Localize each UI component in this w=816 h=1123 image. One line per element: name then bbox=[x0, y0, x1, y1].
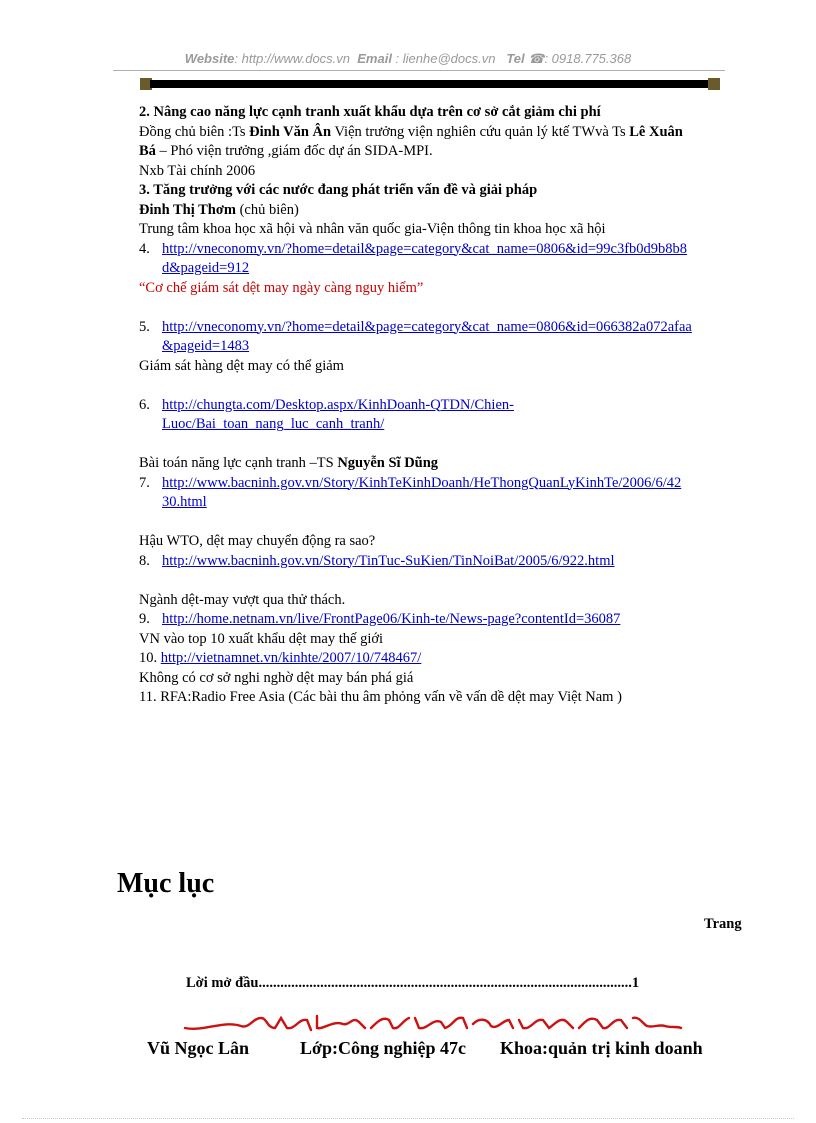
spacer bbox=[139, 298, 751, 318]
spacer bbox=[139, 513, 751, 533]
ref-6-link-cont[interactable]: Luoc/Bai_toan_nang_luc_canh_tranh/ bbox=[162, 416, 385, 432]
ref-5-title: Giám sát hàng dệt may có thể giảm bbox=[139, 357, 344, 374]
ref-5-cont bbox=[139, 337, 751, 357]
ref-6-link[interactable]: http://chungta.com/Desktop.aspx/KinhDoanh-QTDN/Chien- bbox=[162, 396, 514, 413]
bar-cap-right bbox=[708, 78, 720, 90]
ref-7-cont bbox=[139, 493, 751, 513]
ref-3-title: 3. Tăng trưởng với các nước đang phát triển vấn đề và giải pháp bbox=[139, 182, 538, 198]
ref-10-title: Không có cơ sở nghi nghờ dệt may bán phá giá bbox=[139, 669, 414, 686]
email-label: Email bbox=[357, 51, 392, 66]
page-header bbox=[0, 51, 816, 67]
ref-7-number: 7. bbox=[139, 474, 150, 491]
reference-list bbox=[139, 103, 751, 708]
ref-10 bbox=[139, 649, 751, 669]
ref-2-title: 2. Nâng cao năng lực cạnh tranh xuất khẩu dựa trên cơ sở cắt giảm chi phí bbox=[139, 104, 601, 120]
spacer bbox=[139, 376, 751, 396]
ref-5 bbox=[139, 318, 751, 338]
tel-label: Tel bbox=[506, 51, 525, 66]
ref-9-number: 9. bbox=[139, 611, 150, 627]
ref-7-link-cont[interactable]: 30.html bbox=[162, 494, 207, 510]
footer-faculty: Khoa:quản trị kinh doanh bbox=[500, 1038, 703, 1058]
ref-4-link[interactable]: http://vneconomy.vn/?home=detail&page=category&cat_name=0806&id=99c3fb0d9b8b8 bbox=[162, 240, 688, 257]
footer-author: Vũ Ngọc Lân bbox=[147, 1038, 250, 1058]
ref-2-editors-prefix: Đồng chủ biên :Ts bbox=[139, 123, 250, 140]
ref-2-editors bbox=[139, 123, 751, 143]
ornament-divider-icon bbox=[183, 1012, 683, 1034]
ref-7 bbox=[139, 474, 751, 494]
ref-2-role: – Phó viện trưởng ,giám đốc dự án SIDA-MPI. bbox=[155, 143, 433, 159]
ref-6-title-text: Bài toán năng lực cạnh tranh –TS bbox=[139, 455, 338, 471]
ref-6-cont bbox=[139, 415, 751, 435]
ref-8-link[interactable]: http://www.bacninh.gov.vn/Story/TinTuc-SuKien/TinNoiBat/2005/6/922.html bbox=[162, 552, 615, 569]
toc-entry[interactable] bbox=[186, 975, 678, 992]
ref-7-link[interactable]: http://www.bacninh.gov.vn/Story/KinhTeKinhDoanh/HeThongQuanLyKinhTe/2006/6/42 bbox=[162, 474, 682, 491]
ref-5-link-cont[interactable]: &pageid=1483 bbox=[162, 338, 250, 354]
ref-2-publisher: Nxb Tài chính 2006 bbox=[139, 162, 256, 179]
ref-7-title: Hậu WTO, dệt may chuyển động ra sao? bbox=[139, 533, 376, 549]
ref-2-editor-2: Lê Xuân bbox=[629, 123, 683, 140]
website-value: : http://www.docs.vn bbox=[234, 51, 351, 66]
decorative-bar bbox=[150, 80, 718, 88]
ref-10-link[interactable]: http://vietnamnet.vn/kinhte/2007/10/748467/ bbox=[160, 650, 422, 666]
ref-2-editors-mid: Viện trưởng viện nghiên cứu quản lý ktế TWvà Ts bbox=[331, 123, 630, 140]
toc-entry-leader: ....................................................................................................... bbox=[258, 975, 632, 991]
ref-6-number: 6. bbox=[139, 396, 150, 413]
ref-5-link[interactable]: http://vneconomy.vn/?home=detail&page=category&cat_name=0806&id=066382a072afaa bbox=[162, 318, 692, 335]
spacer bbox=[139, 571, 751, 591]
email-value: : lienhe@docs.vn bbox=[391, 51, 496, 66]
ref-8-title: Ngành dệt-may vượt qua thử thách. bbox=[139, 591, 346, 608]
ref-3-author: Đinh Thị Thơm bbox=[139, 201, 236, 218]
ref-9-title: VN vào top 10 xuất khẩu dệt may thế giới bbox=[139, 630, 384, 647]
ref-11: 11. RFA:Radio Free Asia (Các bài thu âm phỏng vấn về vấn dề dệt may Việt Nam ) bbox=[139, 689, 622, 705]
ref-6-title-author: Nguyễn Sĩ Dũng bbox=[337, 455, 439, 471]
ref-4-title: “Cơ chế giám sát dệt may ngày càng nguy hiểm” bbox=[139, 279, 424, 296]
ref-5-number: 5. bbox=[139, 318, 150, 335]
ref-3-author-role: (chủ biên) bbox=[235, 201, 299, 218]
website-label: Website bbox=[184, 51, 235, 66]
ref-8 bbox=[139, 552, 751, 572]
spacer bbox=[139, 435, 751, 455]
ref-4-link-cont[interactable]: d&pageid=912 bbox=[162, 260, 250, 276]
phone-icon: ☎ bbox=[528, 51, 545, 66]
ref-3-org: Trung tâm khoa học xã hội và nhân văn quốc gia-Viện thông tin khoa học xã hội bbox=[139, 221, 606, 237]
ref-10-number: 10. bbox=[139, 650, 158, 666]
ref-9 bbox=[139, 610, 751, 630]
toc-page-column-label: Trang bbox=[704, 916, 742, 932]
header-divider bbox=[113, 70, 725, 71]
tel-value: : 0918.775.368 bbox=[544, 51, 632, 66]
ref-2-editor-2-cont: Bá bbox=[139, 143, 156, 159]
toc-entry-page: 1 bbox=[631, 975, 640, 991]
ref-4-number: 4. bbox=[139, 240, 150, 257]
ref-6 bbox=[139, 396, 751, 416]
ref-3-author-line bbox=[139, 201, 751, 221]
ref-2-editors-cont bbox=[139, 142, 751, 162]
footer-class: Lớp:Công nghiệp 47c bbox=[300, 1038, 466, 1058]
ref-2-editor-1: Đinh Văn Ân bbox=[249, 123, 332, 140]
ref-8-number: 8. bbox=[139, 552, 150, 569]
ref-9-link[interactable]: http://home.netnam.vn/live/FrontPage06/Kinh-te/News-page?contentId=36087 bbox=[162, 611, 621, 627]
ref-4-cont bbox=[139, 259, 751, 279]
toc-heading: Mục lục bbox=[117, 868, 215, 899]
page-boundary bbox=[22, 1118, 794, 1119]
toc-entry-label: Lời mở đầu bbox=[186, 975, 259, 991]
ref-4 bbox=[139, 240, 751, 260]
ref-6-title bbox=[139, 454, 751, 474]
